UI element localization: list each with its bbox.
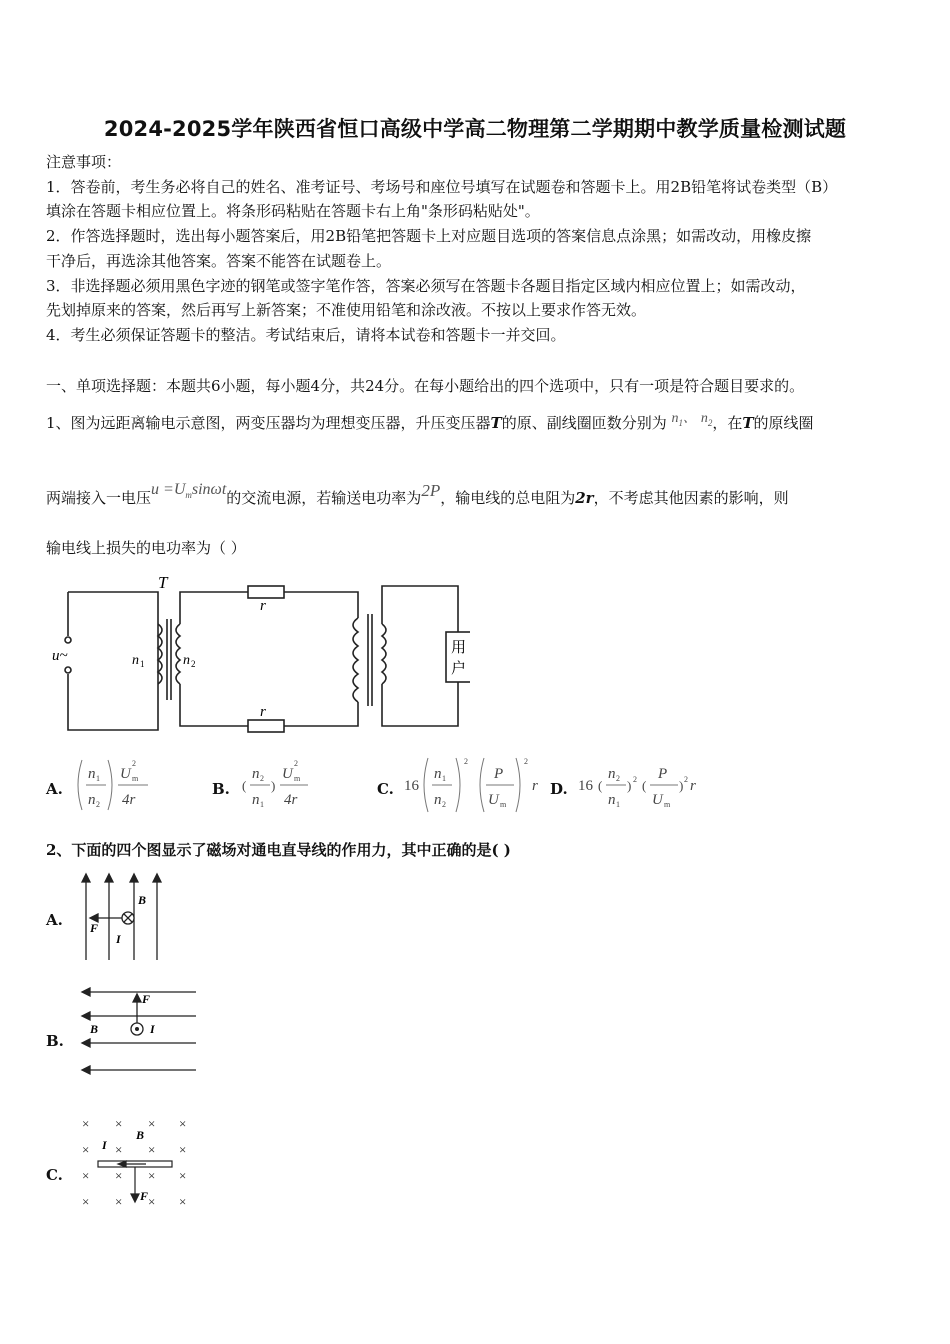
notice-line: 1．答卷前，考生务必将自己的姓名、准考证号、考场号和座位号填写在试题卷和答题卡上。用2B铅笔将试卷类型（B） [46, 177, 838, 196]
svg-text:16: 16 [578, 778, 593, 794]
svg-text:×: × [115, 1116, 123, 1131]
q1-text: 的原线圈 [753, 414, 814, 432]
svg-text:(: ( [242, 778, 247, 793]
notice-line: 干净后，再选涂其他答案。答案不能答在试题卷上。 [46, 251, 392, 270]
svg-text:4r: 4r [284, 792, 298, 808]
svg-text:2: 2 [294, 759, 298, 768]
svg-text:×: × [82, 1116, 90, 1131]
svg-text:×: × [179, 1194, 187, 1209]
q2-text: 2、下面的四个图显示了磁场对通电直导线的作用力，其中正确的是( ) [46, 841, 511, 859]
svg-text:×: × [82, 1142, 90, 1157]
field-label: B [138, 893, 147, 907]
svg-text:): ) [271, 778, 276, 793]
option-d-formula [576, 754, 706, 816]
source-label: u~ [52, 648, 68, 664]
svg-text:n: n [252, 766, 260, 782]
svg-text:1: 1 [260, 800, 264, 809]
svg-text:n: n [608, 792, 616, 808]
option-c-formula [402, 754, 552, 816]
svg-text:×: × [179, 1116, 187, 1131]
q1-text: 的交流电源，若输送电功率为 [226, 489, 422, 507]
force-label: F [142, 992, 151, 1006]
n1-label-sub: 1 [140, 659, 145, 669]
n2-sub: 2 [707, 417, 713, 428]
separator: 、 [683, 410, 697, 425]
svg-text:n: n [252, 792, 260, 808]
svg-text:2: 2 [684, 775, 688, 784]
user-label-2: 户 [451, 661, 467, 677]
svg-text:n: n [434, 792, 442, 808]
svg-text:2: 2 [633, 775, 637, 784]
svg-text:U: U [488, 792, 499, 808]
n2-label-sub: 2 [191, 659, 196, 669]
option-a-formula [72, 754, 162, 816]
q1-line2 [46, 481, 789, 516]
option-b-formula [238, 754, 318, 816]
svg-text:n: n [608, 766, 616, 782]
user-label-1: 用 [451, 640, 467, 656]
power-symbol: 2P [421, 481, 441, 500]
svg-text:×: × [82, 1168, 90, 1183]
svg-text:×: × [179, 1142, 187, 1157]
q1-text: ，不考虑其他因素的影响，则 [593, 489, 789, 507]
svg-text:U: U [282, 766, 293, 782]
resistance-symbol: 2r [575, 489, 594, 507]
q1-text: ，在 [712, 414, 743, 432]
svg-text:U: U [120, 766, 131, 782]
transformer-label: T [158, 574, 168, 592]
q2-option-b-figure [76, 982, 201, 1077]
svg-text:2: 2 [464, 757, 468, 766]
svg-text:1: 1 [616, 800, 620, 809]
svg-text:2: 2 [96, 800, 100, 809]
svg-text:2: 2 [442, 800, 446, 809]
notice-heading: 注意事项： [46, 153, 122, 171]
n2-label: n [183, 653, 190, 668]
option-b-label[interactable]: B. [212, 780, 230, 798]
q2-option-b-label[interactable]: B. [46, 1032, 64, 1050]
option-a-label[interactable]: A. [46, 780, 63, 798]
n1-symbol: n [671, 411, 679, 426]
option-d-label[interactable]: D. [550, 780, 568, 798]
transformer-symbol: T [742, 414, 754, 432]
transmission-circuit-diagram [50, 574, 470, 744]
voltage-sub: m [185, 490, 192, 501]
svg-text:2: 2 [260, 774, 264, 783]
svg-text:2: 2 [616, 774, 620, 783]
svg-text:16: 16 [404, 778, 419, 794]
q2-option-c-figure [76, 1114, 201, 1214]
svg-text:(: ( [598, 778, 603, 793]
q2-option-a-figure [76, 870, 166, 965]
q2-option-a-label[interactable]: A. [46, 911, 63, 929]
q1-text: 的原、副线圈匝数分别为 [501, 414, 667, 432]
page-title: 2024-2025学年陕西省恒口高级中学高二物理第二学期期中教学质量检测试题 [103, 117, 847, 141]
svg-text:×: × [148, 1168, 156, 1183]
q1-text: 1、图为远距离输电示意图，两变压器均为理想变压器，升压变压器 [46, 414, 491, 432]
svg-text:1: 1 [442, 774, 446, 783]
current-label: I [102, 1138, 107, 1152]
svg-text:n: n [434, 766, 442, 782]
svg-text:r: r [690, 778, 696, 794]
q1-line1 [46, 411, 814, 441]
notice-block [46, 150, 916, 348]
voltage-tail: sinωt [191, 481, 227, 498]
svg-text:m: m [132, 774, 139, 783]
notice-line: 4．考生必须保证答题卡的整洁。考试结束后，请将本试卷和答题卡一并交回。 [46, 325, 566, 344]
svg-text:×: × [148, 1116, 156, 1131]
q1-text: 两端接入一电压 [46, 489, 152, 507]
svg-text:(: ( [642, 778, 647, 793]
svg-text:m: m [500, 800, 507, 809]
svg-text:): ) [627, 778, 632, 793]
q1-text: ，输电线的总电阻为 [440, 489, 576, 507]
n1-label: n [132, 653, 139, 668]
svg-text:U: U [652, 792, 663, 808]
svg-text:2: 2 [524, 757, 528, 766]
svg-text:1: 1 [96, 774, 100, 783]
svg-text:): ) [679, 778, 684, 793]
q1-line3: 输电线上损失的电功率为（ ） [46, 539, 246, 557]
svg-text:×: × [179, 1168, 187, 1183]
current-label: I [150, 1022, 155, 1036]
force-label: F [90, 921, 99, 935]
svg-text:n: n [88, 792, 96, 808]
n1-sub: 1 [678, 417, 684, 428]
svg-text:×: × [115, 1168, 123, 1183]
voltage-formula: u =U [151, 481, 186, 498]
svg-text:×: × [115, 1194, 123, 1209]
svg-text:P: P [494, 766, 504, 782]
current-label: I [116, 932, 121, 946]
n2-symbol: n [700, 411, 708, 426]
svg-text:r: r [532, 778, 538, 794]
svg-text:2: 2 [132, 759, 136, 768]
svg-text:4r: 4r [122, 792, 136, 808]
option-c-label[interactable]: C. [377, 780, 394, 798]
svg-text:m: m [294, 774, 301, 783]
force-label: F [140, 1189, 149, 1203]
q2-option-c-label[interactable]: C. [46, 1166, 63, 1184]
field-label: B [90, 1022, 99, 1036]
svg-text:×: × [82, 1194, 90, 1209]
svg-text:n: n [88, 766, 96, 782]
resistor-bottom-label: r [260, 704, 266, 720]
svg-text:P: P [658, 766, 668, 782]
notice-line: 2．作答选择题时，选出每小题答案后，用2B铅笔把答题卡上对应题目选项的答案信息点涂黑；如需改动，用橡皮擦 [46, 227, 812, 246]
svg-text:×: × [115, 1142, 123, 1157]
section-heading: 一、单项选择题：本题共6小题，每小题4分，共24分。在每小题给出的四个选项中，只有一项是符合题目要求的。 [46, 377, 805, 395]
notice-line: 先划掉原来的答案，然后再写上新答案；不准使用铅笔和涂改液。不按以上要求作答无效。 [46, 301, 647, 320]
transformer-symbol: T [490, 414, 502, 432]
resistor-top-label: r [260, 598, 266, 614]
notice-line: 填涂在答题卡相应位置上。将条形码粘贴在答题卡右上角"条形码粘贴处"。 [46, 202, 540, 221]
field-label: B [136, 1128, 145, 1142]
svg-text:×: × [148, 1194, 156, 1209]
svg-text:m: m [664, 800, 671, 809]
svg-text:×: × [148, 1142, 156, 1157]
notice-line: 3．非选择题必须用黑色字迹的钢笔或签字笔作答，答案必须写在答题卡各题目指定区域内相应位置上；如需改动， [46, 276, 806, 295]
